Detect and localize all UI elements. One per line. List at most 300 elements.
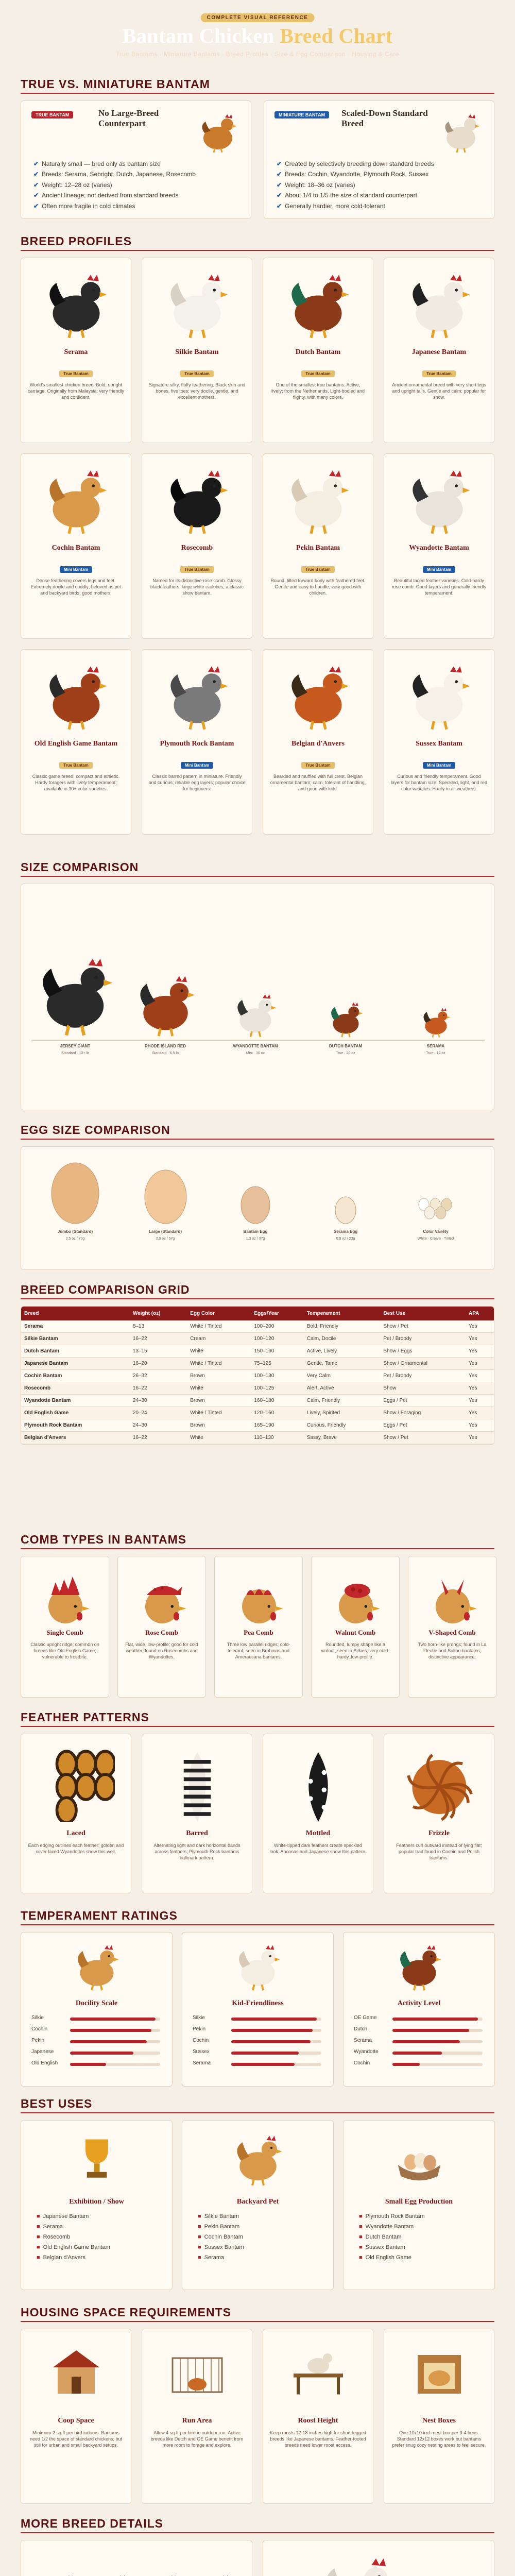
table-cell: 100–120 [251, 1333, 303, 1345]
housing-description: Keep roosts 12-18 inches high for short-legged breeds like Japanese bantams. Feather-footed breeds need lower roost access. [269, 2430, 367, 2448]
egg-cluster [418, 1198, 454, 1224]
size-label: DUTCH BANTAM [329, 1044, 363, 1048]
housing-description: One 10x10 inch nest box per 3-4 hens. Standard 12x12 boxes work but bantams prefer snug cozy nesting areas to feel secure. [392, 2430, 486, 2448]
list-item: ✔ Generally hardier, more cold-tolerant [277, 202, 385, 210]
feather-card [384, 1734, 494, 1893]
list-item: ✔ Weight: 18–36 oz (varies) [277, 181, 355, 189]
rating-fill [231, 2018, 317, 2021]
table-cell: Calm, Docile [304, 1333, 381, 1345]
mini-bantam-card [264, 100, 494, 219]
egg-comparison-card [21, 1146, 494, 1270]
housing-description: Allow 4 sq ft per bird in outdoor run. Active breeds like Dutch and OE Game benefit from more room to forage and explore. [150, 2430, 244, 2448]
use-list-item: ■ Silkie Bantam [198, 2213, 239, 2219]
table-cell: 165–190 [251, 1419, 303, 1432]
table-cell: White [187, 1432, 251, 1444]
table-cell: Yes [466, 1358, 494, 1370]
breed-description: Named for its distinctive rose comb. Glossy black feathers, large white earlobes; a classic show bantam. [150, 578, 244, 596]
feather-card [263, 1734, 373, 1893]
table-row [21, 1432, 494, 1444]
rating-bar [70, 2018, 160, 2021]
pattern-description: Alternating light and dark horizontal bands across feathers; Plymouth Rock bantams hallmark pattern. [153, 1843, 241, 1861]
table-body [21, 1320, 494, 1444]
use-list-item: ■ Wyandotte Bantam [359, 2224, 414, 2230]
use-list-item: ■ Sussex Bantam [359, 2244, 405, 2250]
rating-bar [231, 2063, 321, 2066]
divider [21, 250, 494, 251]
table-cell: 100–200 [251, 1320, 303, 1333]
rating-fill [70, 2018, 156, 2021]
comb-illustration [37, 1567, 94, 1626]
rating-bar [392, 2018, 483, 2021]
breed-description: Round, tilted forward body with feathered feet. Gentle and easy to handle; very good with children. [270, 578, 366, 596]
breed-badge: Mini Bantam [60, 566, 93, 573]
list-item: ✔ Weight: 12–28 oz (varies) [33, 181, 112, 189]
chicken-icon [440, 112, 482, 154]
housing-card [384, 2329, 494, 2504]
rating-bar [392, 2040, 483, 2043]
chicken-illustration [403, 268, 475, 343]
table-cell: Yes [466, 1432, 494, 1444]
section-title-temperament: TEMPERAMENT RATINGS [21, 1909, 178, 1922]
rating-label: Dutch [354, 2026, 368, 2032]
table-cell: White / Tinted [187, 1407, 251, 1419]
table-cell: 16–22 [130, 1432, 187, 1444]
table-cell: 16–20 [130, 1358, 187, 1370]
table-row [21, 1345, 494, 1358]
egg-shape [241, 1186, 270, 1227]
chicken-illustration [40, 660, 112, 735]
breed-badge: Mini Bantam [423, 566, 456, 573]
table-cell: 24–30 [130, 1419, 187, 1432]
breed-badge: True Bantam [301, 762, 334, 769]
list-item: ✔ Often more fragile in cold climates [33, 202, 135, 210]
rating-label: Serama [354, 2038, 372, 2043]
breed-description: Classic game breed; compact and athletic. Hardy foragers with lively temperament; available in 30+ color varieties. [32, 774, 120, 792]
breed-badge: True Bantam [301, 566, 334, 573]
rating-fill [392, 2040, 460, 2043]
temperament-illustration [393, 1941, 445, 1995]
table-cell: 26–32 [130, 1370, 187, 1382]
table-row [21, 1419, 494, 1432]
section-title-breed-profiles: BREED PROFILES [21, 234, 132, 248]
rating-bar [231, 2018, 321, 2021]
comb-name: Rose Comb [145, 1629, 178, 1636]
table-cell: Show / Foraging [380, 1407, 466, 1419]
table-cell: Yes [466, 1370, 494, 1382]
table-cell: 160–180 [251, 1395, 303, 1407]
breed-card [21, 649, 131, 835]
rating-label: Silkie [193, 2015, 205, 2021]
table-row [21, 1370, 494, 1382]
chicken-illustration [161, 464, 233, 539]
ground-line [31, 1040, 485, 1041]
temperament-illustration [71, 1941, 123, 1995]
divider [21, 1298, 494, 1299]
divider [21, 1726, 494, 1727]
breed-name: Sussex Bantam [416, 740, 462, 748]
chicken-illustration [282, 464, 354, 539]
rating-bar [70, 2052, 160, 2055]
table-cell: Belgian d'Anvers [21, 1432, 130, 1444]
egg-shape [51, 1162, 99, 1227]
rating-label: Cochin [31, 2026, 48, 2032]
breed-card [21, 453, 131, 639]
rating-bar [392, 2063, 483, 2066]
column-header: Temperament [304, 1307, 381, 1320]
rating-fill [70, 2052, 133, 2055]
rating-fill [392, 2029, 469, 2032]
housing-name: Run Area [182, 2417, 212, 2425]
housing-name: Roost Height [298, 2417, 338, 2425]
egg-shape [144, 1170, 187, 1227]
use-name: Backyard Pet [236, 2198, 279, 2206]
temperament-card [343, 1932, 495, 2087]
table-row [21, 1395, 494, 1407]
breed-badge: True Bantam [422, 370, 455, 377]
rating-fill [392, 2018, 478, 2021]
breed-name: Cochin Bantam [52, 544, 100, 552]
comb-description: Two horn-like prongs; found in La Fleche and Sultan bantams; distinctive appearance. [418, 1642, 487, 1660]
comb-description: Three low parallel ridges; cold-tolerant; seen in Brahmas and Ameraucana bantams. [227, 1642, 290, 1660]
size-sublabel: Standard · 13+ lb [61, 1052, 89, 1055]
chicken-illustration [161, 268, 233, 343]
chicken-illustration [403, 464, 475, 539]
rating-fill [231, 2063, 295, 2066]
true-bantam-heading: No Large-Breed Counterpart [98, 108, 159, 128]
size-sublabel: Standard · 6.5 lb [152, 1052, 179, 1055]
comb-illustration [424, 1567, 481, 1626]
egg-label: Color Variety [423, 1229, 449, 1234]
page-subtitle: True Bantams · Miniature Bantams · Breed Profiles · Size & Egg Comparison · Housing & Care [115, 50, 400, 58]
list-item: ✔ Breeds: Cochin, Wyandotte, Plymouth Rock, Sussex [277, 171, 429, 178]
table-cell: Show / Eggs [380, 1345, 466, 1358]
size-bird [31, 951, 119, 1041]
use-card [343, 2120, 495, 2290]
table-cell: 16–22 [130, 1333, 187, 1345]
true-bantam-list [33, 159, 239, 211]
hero-banner [0, 0, 515, 62]
table-cell: Eggs / Pet [380, 1419, 466, 1432]
chicken-illustration [88, 2571, 134, 2576]
comb-card [117, 1556, 206, 1698]
egg-sublabel: White · Cream · Tinted [417, 1237, 454, 1241]
comb-name: V-Shaped Comb [428, 1629, 476, 1636]
table-cell: Dutch Bantam [21, 1345, 130, 1358]
table-cell: White / Tinted [187, 1320, 251, 1333]
table-cell: Yes [466, 1419, 494, 1432]
temperament-title: Docility Scale [75, 1999, 118, 2007]
table-row [21, 1320, 494, 1333]
chicken-illustration [282, 268, 354, 343]
table-cell: 20–24 [130, 1407, 187, 1419]
table-cell: Plymouth Rock Bantam [21, 1419, 130, 1432]
section-title-more-details: MORE BREED DETAILS [21, 2517, 163, 2530]
housing-card [142, 2329, 252, 2504]
breed-card [263, 453, 373, 639]
housing-illustration [45, 2340, 107, 2404]
breed-description: Ancient ornamental breed with very short legs and upright tails. Gentle and calm; popular for show. [392, 382, 486, 400]
comb-illustration [231, 1567, 287, 1626]
temperament-card [182, 1932, 334, 2087]
breed-badge: Mini Bantam [181, 762, 214, 769]
chicken-illustration [40, 464, 112, 539]
table-cell: 110–130 [251, 1432, 303, 1444]
breed-description: One of the smallest true bantams. Active, lively; from the Netherlands. Light-bodied and flighty, with many colors. [271, 382, 365, 400]
use-list-item: ■ Belgian d'Anvers [37, 2255, 85, 2261]
housing-name: Nest Boxes [422, 2417, 456, 2425]
table-cell: Brown [187, 1395, 251, 1407]
breed-badge: True Bantam [301, 370, 334, 377]
egg-sublabel: 1.3 oz / 37g [246, 1237, 265, 1241]
use-list-item: ■ Cochin Bantam [198, 2234, 243, 2240]
breed-description: World's smallest chicken breed. Bold, upright carriage. Originally from Malaysia; very friendly and confident. [27, 382, 125, 400]
breed-card [142, 453, 252, 639]
rating-label: Japanese [31, 2049, 54, 2055]
rating-fill [392, 2063, 420, 2066]
mini-bantam-tag: MINIATURE BANTAM [274, 111, 329, 118]
table-cell: Yes [466, 1333, 494, 1345]
list-item: ✔ Breeds: Serama, Sebright, Dutch, Japanese, Rosecomb [33, 171, 196, 178]
rating-bar [70, 2029, 160, 2032]
table-cell: Lively, Spirited [304, 1407, 381, 1419]
temperament-title: Kid-Friendliness [232, 1999, 284, 2007]
comb-card [408, 1556, 496, 1698]
breed-card [21, 258, 131, 443]
divider [21, 93, 494, 94]
mini-bantam-list [277, 159, 483, 211]
table-cell: Gentle, Tame [304, 1358, 381, 1370]
table-cell: Silkie Bantam [21, 1333, 130, 1345]
rating-bar [70, 2040, 160, 2043]
pattern-name: Barred [186, 1829, 208, 1837]
size-sublabel: True · 12 oz [426, 1052, 445, 1055]
use-list-item: ■ Old English Game Bantam [37, 2244, 110, 2250]
breed-description: Dense feathering covers legs and feet. Extremely docile and cuddly; beloved as pet and backyard birds, good mothers. [30, 578, 122, 596]
table-row [21, 1382, 494, 1395]
table-cell: Cochin Bantam [21, 1370, 130, 1382]
divider [21, 2321, 494, 2322]
table-row [21, 1407, 494, 1419]
rating-label: OE Game [354, 2015, 377, 2021]
divider [21, 1924, 494, 1925]
feather-illustration [38, 1744, 115, 1824]
size-bird [131, 970, 200, 1041]
rating-fill [231, 2052, 299, 2055]
table-cell: Brown [187, 1370, 251, 1382]
comb-card [214, 1556, 303, 1698]
breed-name: Serama [64, 348, 88, 356]
section-title-egg-size: EGG SIZE COMPARISON [21, 1123, 170, 1137]
pattern-description: Feathers curl outward instead of lying flat; popular trait found in Cochin and Polish bantams. [396, 1843, 482, 1861]
egg-shape [335, 1196, 356, 1227]
divider [21, 2532, 494, 2533]
table-cell: 75–125 [251, 1358, 303, 1370]
temperament-title: Activity Level [397, 1999, 441, 2007]
egg-sublabel: 2.0 oz / 57g [156, 1237, 175, 1241]
rating-label: Wyandotte [354, 2049, 379, 2055]
housing-name: Coop Space [58, 2417, 94, 2425]
section-title-feather-patterns: FEATHER PATTERNS [21, 1710, 149, 1724]
breed-name: Rosecomb [181, 544, 213, 552]
chicken-illustration [40, 268, 112, 343]
size-sublabel: True · 20 oz [336, 1052, 355, 1055]
use-name: Exhibition / Show [69, 2198, 124, 2206]
table-cell: Eggs / Pet [380, 1395, 466, 1407]
comb-description: Classic upright ridge; common on breeds like Old English Game; vulnerable to frostbite. [30, 1642, 99, 1660]
comb-description: Rounded, lumpy shape like a walnut; seen in Silkies; very cold-hardy, low-profile. [321, 1642, 390, 1660]
breed-badge: True Bantam [180, 370, 213, 377]
table-cell: Bold, Friendly [304, 1320, 381, 1333]
rating-fill [70, 2029, 151, 2032]
comb-illustration [328, 1567, 384, 1626]
use-list-item: ■ Japanese Bantam [37, 2213, 89, 2219]
table-cell: Brown [187, 1419, 251, 1432]
breed-card [263, 258, 373, 443]
table-cell: 100–130 [251, 1370, 303, 1382]
table-cell: Yes [466, 1395, 494, 1407]
table-cell: White [187, 1382, 251, 1395]
table-cell: 100–125 [251, 1382, 303, 1395]
table-cell: Sassy, Brave [304, 1432, 381, 1444]
rating-bar [231, 2029, 321, 2032]
table-cell: Japanese Bantam [21, 1358, 130, 1370]
divider [21, 2112, 494, 2113]
breed-badge: Mini Bantam [423, 762, 456, 769]
table-cell: Pet / Broody [380, 1370, 466, 1382]
table-cell: Yes [466, 1320, 494, 1333]
breed-badge: True Bantam [59, 762, 92, 769]
chicken-illustration [403, 660, 475, 735]
rating-fill [70, 2040, 147, 2043]
divider [21, 876, 494, 877]
table-cell: 8–13 [130, 1320, 187, 1333]
section-title-size-comparison: SIZE COMPARISON [21, 860, 139, 874]
size-label: WYANDOTTE BANTAM [233, 1044, 278, 1048]
breed-description: Signature silky, fluffy feathering. Black skin and bones, five toes; very docile, gentle, and excellent mothers. [148, 382, 246, 400]
rating-label: Old English [31, 2060, 58, 2066]
use-list-item: ■ Dutch Bantam [359, 2234, 402, 2240]
egg-label: Bantam Egg [243, 1229, 268, 1234]
breed-card [384, 649, 494, 835]
chicken-illustration [140, 2571, 186, 2576]
chicken-illustration [161, 660, 233, 735]
breed-card [384, 453, 494, 639]
table-cell: Show / Pet [380, 1432, 466, 1444]
breed-name: Japanese Bantam [411, 348, 467, 356]
housing-illustration [166, 2340, 228, 2404]
detail-card [21, 2540, 252, 2576]
breed-description: Classic barred pattern in miniature. Friendly and curious; reliable egg layers; popular choice for beginners. [148, 774, 246, 792]
rating-fill [70, 2063, 106, 2066]
size-sublabel: Mini · 30 oz [246, 1052, 265, 1055]
comb-description: Flat, wide, low-profile; good for cold weather; found on Rosecombs and Wyandottes. [125, 1642, 198, 1660]
rating-label: Pekin [31, 2038, 45, 2043]
list-item: ✔ Naturally small — bred only as bantam size [33, 160, 161, 167]
divider [21, 1548, 494, 1549]
feather-illustration [401, 1744, 478, 1824]
rating-fill [231, 2040, 311, 2043]
section-title-best-uses: BEST USES [21, 2097, 93, 2110]
use-list-item: ■ Sussex Bantam [198, 2244, 244, 2250]
rating-label: Pekin [193, 2026, 206, 2032]
housing-card [21, 2329, 131, 2504]
size-label: SERAMA [426, 1044, 445, 1048]
table-cell: Active, Lively [304, 1345, 381, 1358]
detail-card [263, 2540, 494, 2576]
housing-card [263, 2329, 373, 2504]
comb-name: Walnut Comb [335, 1629, 376, 1636]
chicken-illustration [282, 660, 354, 735]
pattern-description: White-tipped dark feathers create speckled look; Anconas and Japanese show this pattern. [269, 1843, 367, 1855]
use-list-item: ■ Pekin Bantam [198, 2224, 240, 2230]
pattern-description: Each edging outlines each feather; golden and silver laced Wyandottes show this well. [28, 1843, 124, 1855]
table-cell: White / Tinted [187, 1358, 251, 1370]
breed-description: Bearded and muffled with full crest. Belgian ornamental bantam; calm, tolerant of handling, and good with kids. [270, 774, 366, 792]
list-item: ✔ Created by selectively breeding down standard breeds [277, 160, 434, 167]
rating-label: Sussex [193, 2049, 210, 2055]
use-illustration [68, 2131, 125, 2190]
page-title: Bantam Chicken Breed Chart [122, 24, 393, 47]
rating-fill [231, 2029, 313, 2032]
rating-label: Serama [193, 2060, 211, 2066]
column-header: Weight (oz) [130, 1307, 187, 1320]
hero-pill: COMPLETE VISUAL REFERENCE [201, 13, 315, 22]
use-list-item: ■ Serama [37, 2224, 63, 2230]
egg-sublabel: 0.8 oz / 23g [336, 1237, 355, 1241]
comb-card [21, 1556, 109, 1698]
temperament-illustration [232, 1941, 284, 1995]
comb-card [311, 1556, 400, 1698]
table-cell: Serama [21, 1320, 130, 1333]
use-list-item: ■ Serama [198, 2255, 225, 2261]
size-label: RHODE ISLAND RED [144, 1044, 186, 1048]
table-cell: 16–22 [130, 1382, 187, 1395]
use-list-item: ■ Rosecomb [37, 2234, 71, 2240]
use-illustration [391, 2131, 448, 2190]
section-title-comb-types: COMB TYPES IN BANTAMS [21, 1533, 187, 1546]
column-header: Best Use [380, 1307, 466, 1320]
housing-illustration [287, 2340, 349, 2404]
use-illustration [230, 2131, 286, 2190]
table-cell: Calm, Friendly [304, 1395, 381, 1407]
list-item: ✔ About 1/4 to 1/5 the size of standard counterpart [277, 192, 417, 199]
comb-name: Single Comb [46, 1629, 83, 1636]
table-cell: Alert, Active [304, 1382, 381, 1395]
section-title-true-vs-mini: TRUE VS. MINIATURE BANTAM [21, 77, 210, 91]
rating-fill [392, 2052, 442, 2055]
table-cell: Wyandotte Bantam [21, 1395, 130, 1407]
rating-bar [392, 2029, 483, 2032]
chicken-illustration [37, 2571, 83, 2576]
use-list-item: ■ Plymouth Rock Bantam [359, 2213, 425, 2219]
rating-label: Cochin [354, 2060, 370, 2066]
breed-card [263, 649, 373, 835]
feather-card [142, 1734, 252, 1893]
table-cell: 120–150 [251, 1407, 303, 1419]
section-title-comparison-grid: BREED COMPARISON GRID [21, 1283, 190, 1296]
table-header-row [21, 1307, 494, 1320]
table-cell: White [187, 1345, 251, 1358]
table-cell: Yes [466, 1345, 494, 1358]
table-cell: Show [380, 1382, 466, 1395]
rating-bar [231, 2040, 321, 2043]
size-bird [231, 990, 280, 1041]
column-header: APA [466, 1307, 494, 1320]
list-item: ✔ Ancient lineage; not derived from standard breeds [33, 192, 179, 199]
breed-description: Curious and friendly temperament. Good layers for bantam size. Speckled, light, and red color varieties. Hardy in all weathers. [390, 774, 488, 792]
use-name: Small Egg Production [385, 2198, 453, 2206]
rating-label: Silkie [31, 2015, 44, 2021]
